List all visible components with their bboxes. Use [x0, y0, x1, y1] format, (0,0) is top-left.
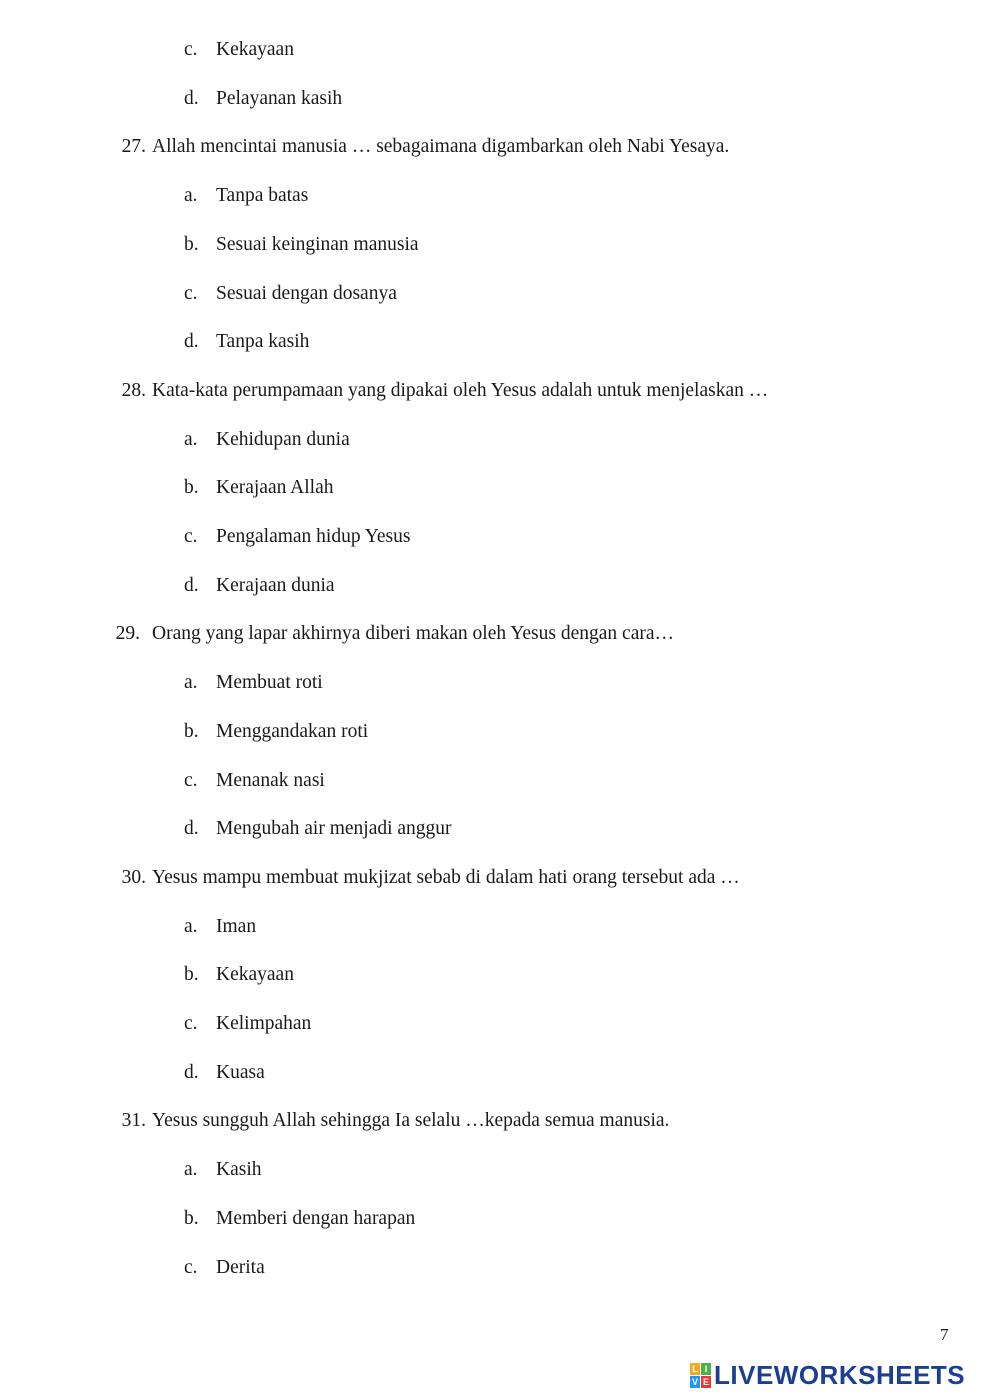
option-text: Menggandakan roti — [216, 721, 369, 742]
option-text: Kasih — [216, 1159, 262, 1180]
option-letter: c. — [184, 283, 198, 304]
option-letter: a. — [184, 429, 198, 450]
question-number: 27. — [121, 136, 146, 157]
question-text: Allah mencintai manusia … sebagaimana digambarkan oleh Nabi Yesaya. — [152, 136, 730, 157]
option-text: Tanpa kasih — [216, 331, 310, 352]
answer-option — [0, 1012, 1000, 1036]
option-text: Membuat roti — [216, 672, 323, 693]
option-letter: d. — [184, 88, 199, 109]
option-text: Sesuai dengan dosanya — [216, 283, 397, 304]
answer-option — [0, 428, 1000, 452]
question-28 — [0, 379, 1000, 403]
liveworksheets-logo — [690, 1359, 966, 1390]
option-text: Kerajaan dunia — [216, 575, 335, 596]
logo-mark-tile: I — [701, 1363, 711, 1375]
question-29 — [0, 622, 1000, 646]
option-text: Sesuai keinginan manusia — [216, 234, 419, 255]
option-text: Menanak nasi — [216, 770, 325, 791]
option-text: Pelayanan kasih — [216, 88, 343, 109]
option-text: Pengalaman hidup Yesus — [216, 526, 411, 547]
answer-option — [0, 720, 1000, 744]
answer-option — [0, 817, 1000, 841]
option-letter: d. — [184, 575, 199, 596]
question-number: 29. — [115, 623, 140, 644]
answer-option — [0, 1061, 1000, 1085]
answer-option — [0, 1256, 1000, 1280]
answer-option — [0, 769, 1000, 793]
option-letter: a. — [184, 916, 198, 937]
option-text: Derita — [216, 1257, 265, 1278]
option-letter: a. — [184, 1159, 198, 1180]
answer-option — [0, 184, 1000, 208]
option-letter: b. — [184, 964, 199, 985]
option-letter: c. — [184, 526, 198, 547]
answer-option — [0, 671, 1000, 695]
option-letter: b. — [184, 721, 199, 742]
question-31 — [0, 1109, 1000, 1133]
option-text: Tanpa batas — [216, 185, 309, 206]
page-number: 7 — [940, 1325, 949, 1344]
option-letter: a. — [184, 672, 198, 693]
option-letter: b. — [184, 1208, 199, 1229]
answer-option — [0, 1207, 1000, 1231]
question-text: Yesus sungguh Allah sehingga Ia selalu …kepada semua manusia. — [152, 1110, 670, 1131]
option-text: Kekayaan — [216, 964, 294, 985]
logo-mark-tile: E — [702, 1376, 709, 1387]
option-letter: a. — [184, 185, 198, 206]
option-text: Kelimpahan — [216, 1013, 312, 1034]
option-text: Kuasa — [216, 1062, 265, 1083]
question-number: 28. — [121, 380, 146, 401]
option-text: Kekayaan — [216, 39, 294, 60]
option-letter: c. — [184, 1257, 198, 1278]
logo-mark-tile: L — [690, 1363, 700, 1375]
option-letter: b. — [184, 234, 199, 255]
option-letter: d. — [184, 331, 199, 352]
option-text: Kehidupan dunia — [216, 429, 350, 450]
question-number: 30. — [121, 867, 146, 888]
option-letter: c. — [184, 39, 198, 60]
question-27 — [0, 135, 1000, 159]
question-text: Kata-kata perumpamaan yang dipakai oleh Yesus adalah untuk menjelaskan … — [152, 380, 769, 401]
question-30 — [0, 866, 1000, 890]
option-letter: c. — [184, 770, 198, 791]
logo-mark-tile: V — [691, 1376, 698, 1387]
answer-option — [0, 963, 1000, 987]
option-text: Iman — [216, 916, 257, 937]
answer-option — [0, 233, 1000, 257]
liveworksheets-logo-mark-icon — [690, 1363, 711, 1388]
option-text: Kerajaan Allah — [216, 477, 334, 498]
answer-option — [0, 330, 1000, 354]
answer-option — [0, 915, 1000, 939]
option-letter: d. — [184, 818, 199, 839]
option-letter: b. — [184, 477, 199, 498]
answer-option — [0, 87, 1000, 111]
answer-option — [0, 574, 1000, 598]
question-number: 31. — [121, 1110, 146, 1131]
answer-option — [0, 38, 1000, 62]
answer-option — [0, 1158, 1000, 1182]
option-text: Memberi dengan harapan — [216, 1208, 416, 1229]
logo-text: LIVEWORKSHEETS — [714, 1359, 966, 1390]
option-letter: c. — [184, 1013, 198, 1034]
question-text: Orang yang lapar akhirnya diberi makan oleh Yesus dengan cara… — [152, 623, 674, 644]
question-text: Yesus mampu membuat mukjizat sebab di dalam hati orang tersebut ada … — [152, 867, 740, 888]
answer-option — [0, 282, 1000, 306]
answer-option — [0, 525, 1000, 549]
option-text: Mengubah air menjadi anggur — [216, 818, 452, 839]
option-letter: d. — [184, 1062, 199, 1083]
answer-option — [0, 476, 1000, 500]
